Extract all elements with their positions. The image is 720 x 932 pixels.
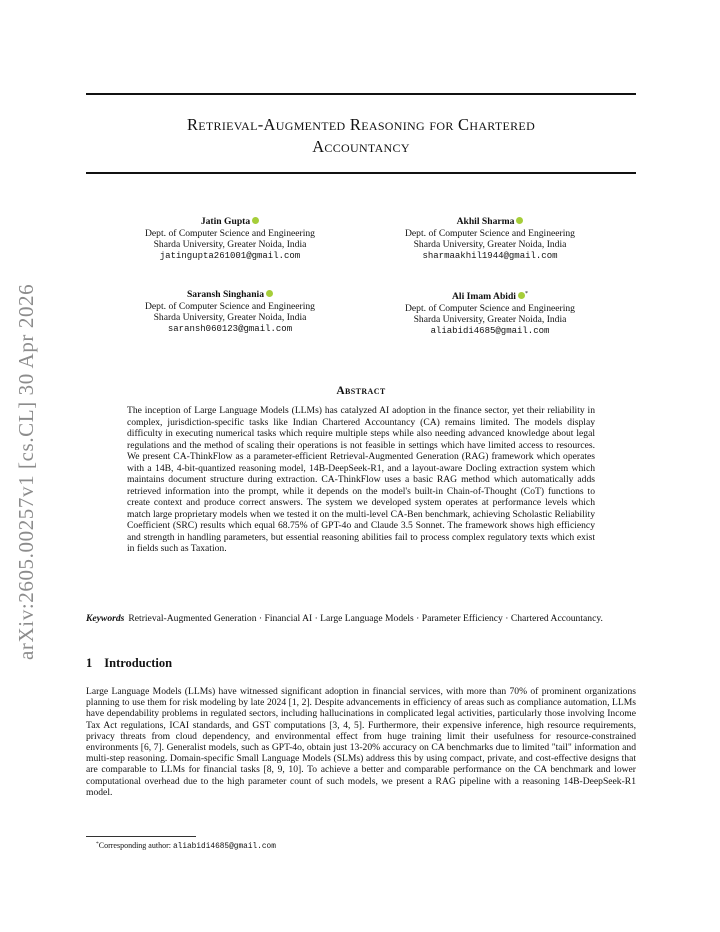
- paper-title: [86, 114, 636, 158]
- author-name: Akhil Sharma: [456, 216, 515, 227]
- author-affiliation: Sharda University, Greater Noida, India: [153, 312, 307, 323]
- orcid-icon[interactable]: [266, 290, 273, 297]
- orcid-icon[interactable]: [516, 217, 523, 224]
- author-block-saransh-singhania: [110, 289, 350, 335]
- keywords-list: Retrieval-Augmented Generation · Financial AI · Large Language Models · Parameter Efficiency · Chartered Accountancy.: [128, 613, 603, 624]
- abstract-heading: Abstract: [336, 385, 386, 397]
- footnote: [96, 839, 636, 852]
- author-dept: Dept. of Computer Science and Engineering: [405, 302, 575, 314]
- author-name: Jatin Gupta: [200, 216, 251, 227]
- author-dept: Dept. of Computer Science and Engineering: [405, 227, 575, 239]
- author-email[interactable]: aliabidi4685@gmail.com: [430, 325, 550, 336]
- author-block-jatin-gupta: [110, 216, 350, 262]
- author-affiliation: Sharda University, Greater Noida, India: [413, 314, 567, 325]
- section-number: 1: [86, 656, 93, 670]
- author-block-ali-imam-abidi: [370, 289, 610, 337]
- footnote-marker: *: [96, 841, 99, 847]
- author-affiliation: Sharda University, Greater Noida, India: [153, 239, 307, 250]
- author-email[interactable]: jatingupta261001@gmail.com: [159, 250, 301, 261]
- abstract-text: The inception of Large Language Models (LLMs) has catalyzed AI adoption in the finance sector, yet their reliability in complex, jurisdiction-specific tasks like Indian Chartered Accountancy (CA) remains limited. The models display difficulty in executing numerical tasks which require multiple steps while also needing advanced knowledge about legal regulations and the method of scaling their operations is not feasible in settings which have limited access to resources. We present CA-ThinkFlow as a parameter-efficient Retrieval-Augmented Generation (RAG) framework which operates with a 14B, 4-bit-quantized reasoning model, 14B-DeepSeek-R1, and a layout-aware Docling extraction system which maintains document structure during extraction. CA-ThinkFlow uses a basic RAG method which automatically adds retrieved information into the prompt, while it depends on the model's built-in Chain-of-Thought (CoT) functions to create context and produce correct answers. The system we developed system operates at performance levels which match large proprietary models when we tested it on the multi-level CA-Ben benchmark, achieving Scholastic Reliability Coefficient (SRC) results which equal 68.75% of GPT-4o and Claude 3.5 Sonnet. The framework shows high efficiency and strength in handling parameters, but essential reasoning abilities fail to process complex regulatory texts which exist in fields such as Taxation.: [127, 405, 595, 554]
- author-name: Saransh Singhania: [186, 289, 265, 300]
- keywords-label: Keywords: [86, 613, 125, 624]
- section-heading-introduction: [86, 656, 636, 671]
- keywords: [86, 613, 636, 625]
- footnote-rule: [86, 836, 196, 837]
- title-rule-bottom: [86, 172, 636, 174]
- arxiv-identifier: arXiv:2605.00257v1 [cs.CL] 30 Apr 2026: [14, 283, 38, 660]
- footnote-email[interactable]: aliabidi4685@gmail.com: [172, 843, 276, 851]
- author-block-akhil-sharma: [370, 216, 610, 262]
- author-dept: Dept. of Computer Science and Engineering: [145, 300, 315, 312]
- section-title: Introduction: [104, 656, 173, 670]
- orcid-icon[interactable]: [518, 292, 525, 299]
- paper-title-line-2: Accountancy: [312, 137, 410, 156]
- paper-title-line-1: Retrieval-Augmented Reasoning for Chartered: [186, 115, 536, 134]
- author-affiliation: Sharda University, Greater Noida, India: [413, 239, 567, 250]
- author-email[interactable]: sharmaakhil1944@gmail.com: [422, 250, 558, 261]
- title-rule-top: [86, 93, 636, 95]
- introduction-paragraph: Large Language Models (LLMs) have witnessed significant adoption in financial services, with more than 70% of prominent organizations planning to use them for risk modeling by late 2024 [1, 2]. Despite advancements in efficiency of areas such as compliance automation, LLMs have dependability problems in regulated sectors, including hallucinations in complicated legal activities, particularly those involving Income Tax Act regulations, ICAI standards, and GST computations [3, 4, 5]. Furthermore, their expensive inference, high resource requirements, privacy threats from cloud dependency, and environmental effect from huge training limit their usefulness for resource-constrained environments [6, 7]. Generalist models, such as GPT-4o, obtain just 13-20% accuracy on CA benchmarks due to limited "tail" information and multi-step reasoning. Domain-specific Small Language Models (SLMs) address this by using compact, private, and cost-effective designs that are comparable to LLMs for financial tasks [8, 9, 10]. To achieve a better and comparable performance on the CA benchmark and lower computational overhead due to the high parameter count of such models, we present a RAG pipeline with a reasoning 14B-DeepSeek-R1 model.: [86, 686, 636, 798]
- orcid-icon[interactable]: [252, 217, 259, 224]
- corresponding-marker[interactable]: *: [524, 291, 528, 297]
- author-email[interactable]: saransh060123@gmail.com: [167, 323, 293, 334]
- author-name: Ali Imam Abidi: [452, 291, 516, 302]
- footnote-text: Corresponding author:: [98, 841, 173, 850]
- author-dept: Dept. of Computer Science and Engineering: [145, 227, 315, 239]
